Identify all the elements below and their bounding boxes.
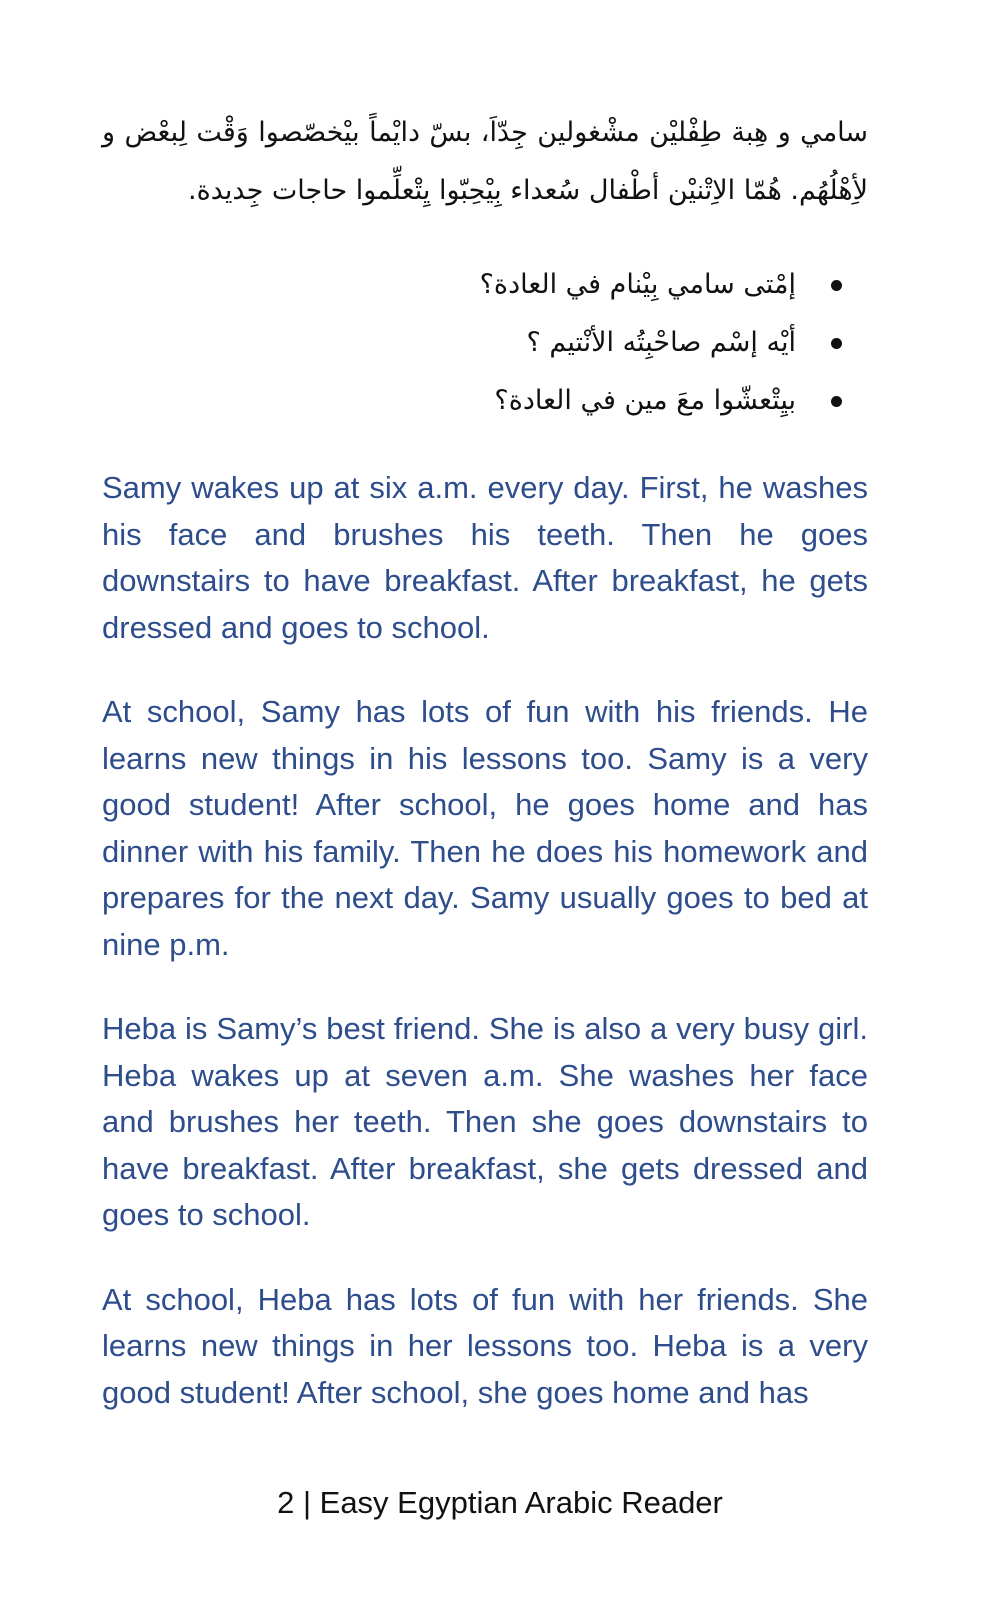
list-item [102, 314, 796, 372]
page-footer: 2 | Easy Egyptian Arabic Reader [277, 1485, 723, 1520]
question-text: بيِتْعشّوا معَ مين في العادة؟ [494, 385, 796, 416]
arabic-intro-paragraph: سامي و هِبة طِفْليْن مشْغولين جِدّاَ، بسّ دايْماً بيْخصّصوا وَقْت لِبعْض و لأِهْلُهُم. هُمّا الاِتْنيْن أطْفال سُعداء بِيْحِبّوا يِتْعلِّموا حاجات جِديدة. [102, 117, 868, 206]
list-item [102, 256, 796, 314]
english-paragraph-3: Heba is Samy’s best friend. She is also a very busy girl. Heba wakes up at seven a.m. She washes her face and brushes her teeth. Then she goes downstairs to have breakfast. After breakfast, she gets dressed and goes to school. [102, 1011, 868, 1232]
question-text: أيْه إسْم صاحْبِتُه الأنْتيم ؟ [526, 327, 796, 358]
page-content [102, 104, 868, 1417]
bullet-icon [830, 314, 842, 372]
question-text: إمْتى سامي بِيْنام في العادة؟ [479, 269, 796, 300]
list-item [102, 372, 796, 430]
english-paragraph-4: At school, Heba has lots of fun with her friends. She learns new things in her lessons too. Heba is a very good student! After school, she goes home and has [102, 1281, 868, 1410]
english-paragraph-1: Samy wakes up at six a.m. every day. First, he washes his face and brushes his teeth. Then he goes downstairs to have breakfast. After breakfast, he gets dressed and goes to school. [102, 470, 868, 645]
english-paragraph-2: At school, Samy has lots of fun with his friends. He learns new things in his lessons too. Samy is a very good student! After school, he goes home and has dinner with his family. Then he does his homework and prepares for the next day. Samy usually goes to bed at nine p.m. [102, 694, 868, 962]
arabic-question-list [102, 256, 868, 430]
bullet-icon [830, 372, 842, 430]
english-paragraph-4-container [102, 1277, 868, 1417]
bullet-icon [830, 256, 842, 314]
